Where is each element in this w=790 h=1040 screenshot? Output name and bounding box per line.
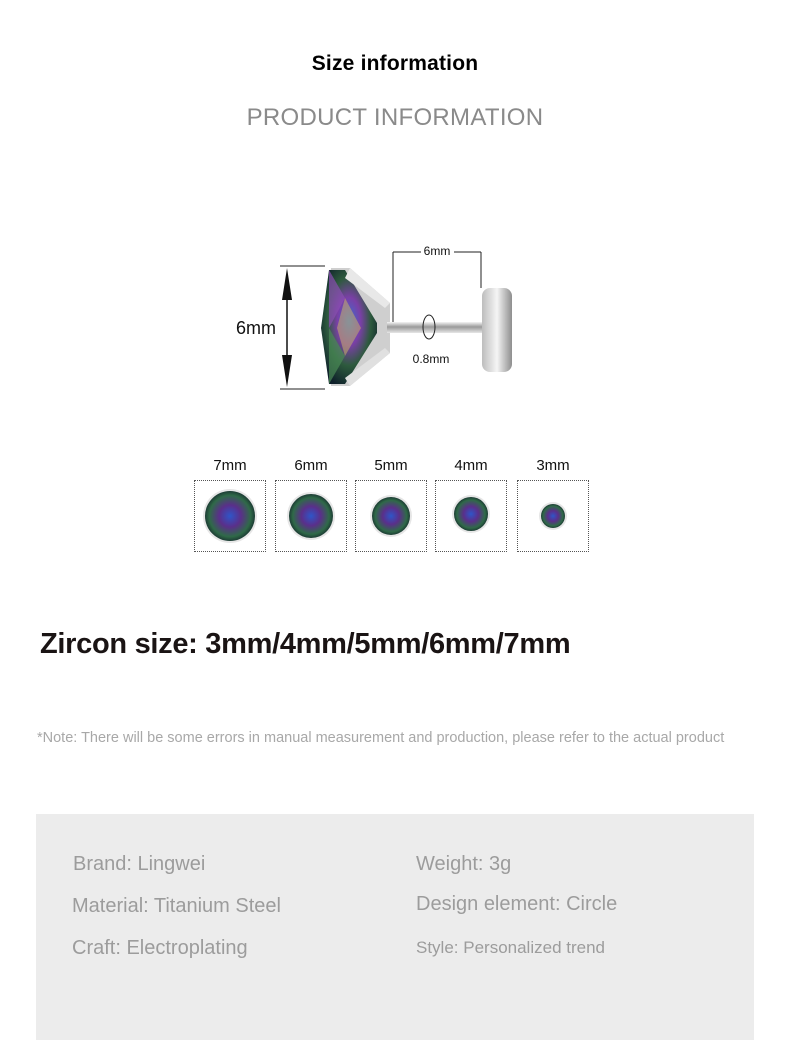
zircon-size-heading: Zircon size: 3mm/4mm/5mm/6mm/7mm [40,628,571,660]
size-label: 3mm [536,457,570,474]
size-option-5mm [355,456,427,552]
gem-thumbnail [355,480,427,552]
size-option-6mm [275,456,347,552]
spec-weight: Weight: 3g [416,853,512,875]
size-information-title: Size information [311,52,479,75]
height-dimension-line [280,266,325,389]
size-option-3mm [517,456,589,552]
size-option-7mm [194,456,266,552]
size-options [194,456,594,556]
measurement-note: *Note: There will be some errors in manual measurement and production, please refer to the actual product [37,730,725,746]
size-label: 6mm [294,457,328,474]
gem-stone [321,268,390,386]
size-label: 5mm [374,457,408,474]
gem-thumbnail [517,480,589,552]
product-information-subtitle: PRODUCT INFORMATION [246,104,544,131]
size-label: 7mm [213,457,247,474]
product-specs-panel [36,814,754,1040]
spec-style: Style: Personalized trend [416,938,605,957]
spec-brand: Brand: Lingwei [73,853,206,875]
spec-design-element: Design element: Circle [416,893,618,915]
post-length-dimension [393,252,481,322]
gem-thumbnail [194,480,266,552]
gem-thumbnail [275,480,347,552]
earring-dimension-diagram [225,238,525,398]
size-label: 4mm [454,457,488,474]
post-length-label: 6mm [423,244,451,258]
earring-back [482,288,512,372]
post-diameter-label: 0.8mm [412,352,450,366]
spec-material: Material: Titanium Steel [72,895,281,917]
gem-thumbnail [435,480,507,552]
spec-craft: Craft: Electroplating [72,937,248,959]
size-option-4mm [435,456,507,552]
height-label: 6mm [236,318,276,338]
